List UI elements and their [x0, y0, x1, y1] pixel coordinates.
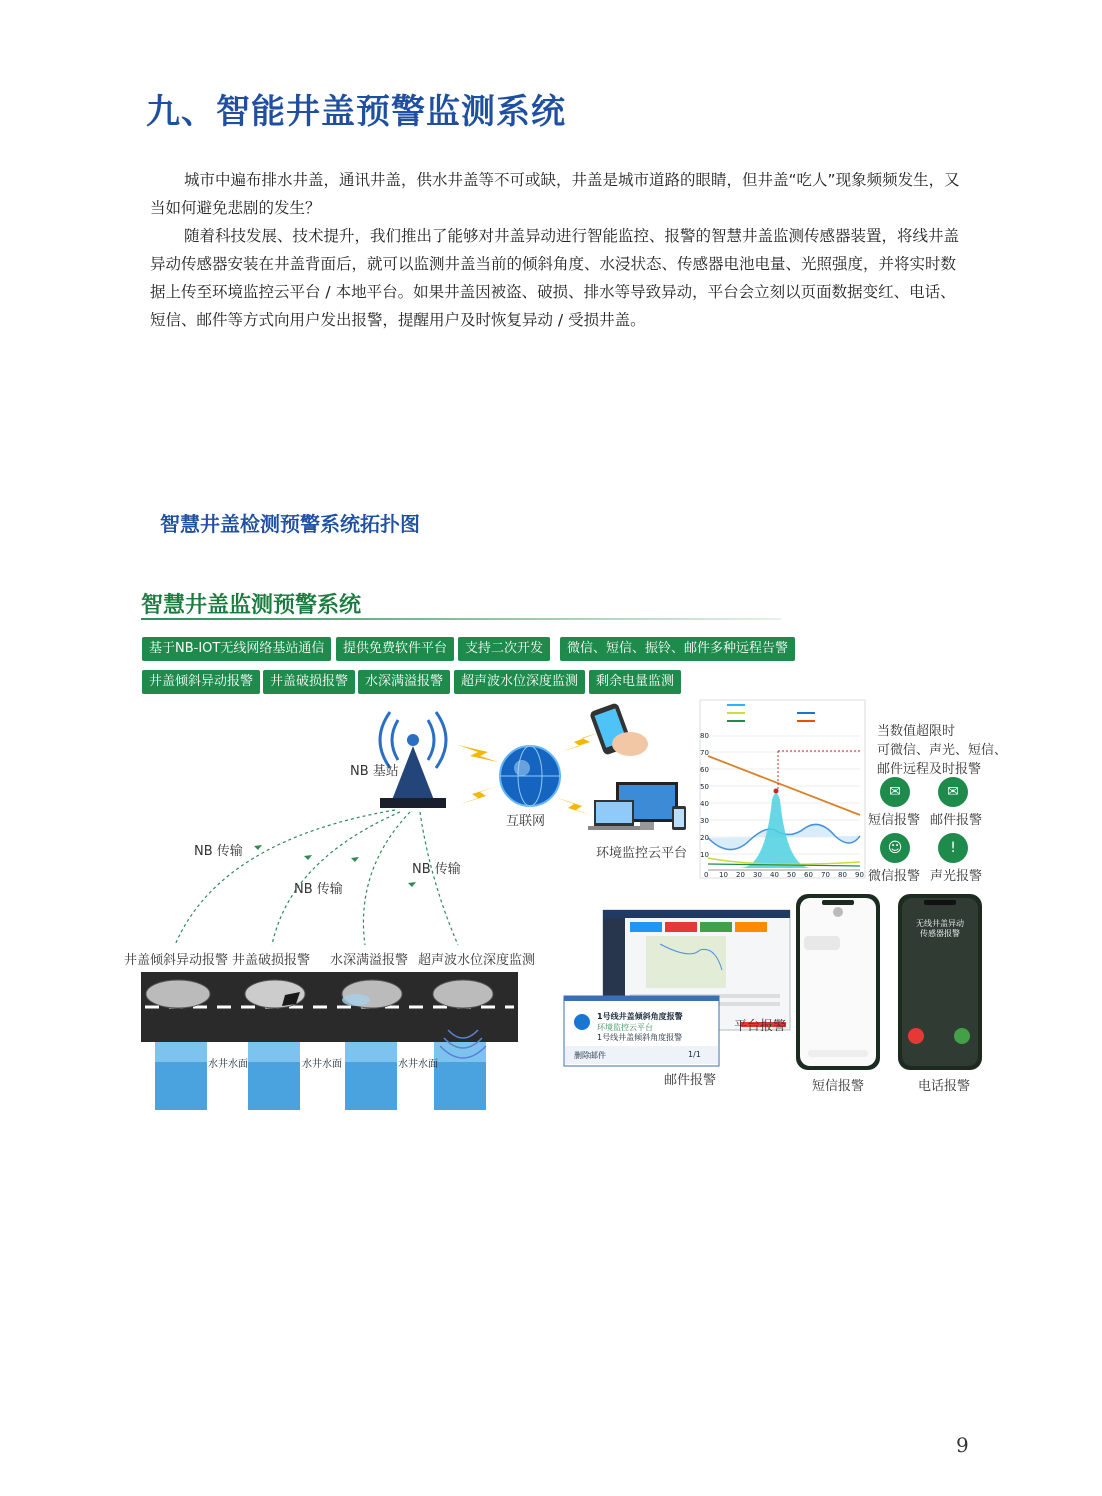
- chart-x-tick: 10: [719, 871, 728, 879]
- sensor-label-broken: 井盖破损报警: [232, 953, 311, 968]
- page-number: 9: [956, 1433, 969, 1457]
- feature-tag: 井盖倾斜异动报警: [142, 670, 260, 694]
- water-level-label: 水井水面: [302, 1059, 342, 1070]
- wechat-alert-icon: ☺: [880, 833, 910, 863]
- phone-screen-text: 无线井盖异动: [916, 919, 964, 928]
- chart-x-tick: 60: [804, 871, 813, 879]
- water-level-label: 水井水面: [398, 1059, 438, 1070]
- feature-tag: 基于NB-IOT无线网络基站通信: [142, 637, 331, 661]
- cloud-platform-label: 环境监控云平台: [596, 846, 688, 861]
- page-title: 九、智能井盖预警监测系统: [146, 92, 566, 132]
- devices-icon: [588, 782, 686, 830]
- email-popup-line: 1号线井盖倾斜角度报警: [597, 1033, 683, 1042]
- globe-icon: [500, 746, 560, 806]
- feature-tag: 支持二次开发: [458, 637, 550, 661]
- chart-y-tick: 10: [700, 851, 709, 859]
- feature-tag: 水深满溢报警: [358, 670, 450, 694]
- chart-x-tick: 30: [753, 871, 762, 879]
- feature-tag: 井盖破损报警: [263, 670, 355, 694]
- system-title: 智慧井盖监测预警系统: [141, 593, 362, 618]
- chart-x-tick: 50: [787, 871, 796, 879]
- feature-tag: 剩余电量监测: [589, 670, 681, 694]
- threshold-note-line: 当数值超限时: [877, 724, 956, 739]
- sensor-label-overflow: 水深满溢报警: [330, 953, 409, 968]
- chart-y-tick: 20: [700, 834, 709, 842]
- sms-alert-icon: ✉: [880, 777, 910, 807]
- figure-caption: 智慧井盖检测预警系统拓扑图: [160, 512, 420, 536]
- alert-label: 邮件报警: [930, 813, 983, 828]
- email-popup-delete: 删除邮件: [574, 1051, 606, 1060]
- sms-alert-label: 短信报警: [812, 1079, 865, 1094]
- sensor-label-ultrasonic: 超声波水位深度监测: [418, 953, 536, 968]
- chart-x-tick: 20: [736, 871, 745, 879]
- smartphone-icon: [589, 702, 648, 756]
- chart-y-tick: 30: [700, 817, 709, 825]
- phone-sms: [796, 894, 880, 1070]
- alert-label: 微信报警: [868, 869, 921, 884]
- threshold-note-line: 可微信、声光、短信、: [877, 743, 1008, 758]
- chart-y-tick: 40: [700, 800, 709, 808]
- nb-transmit-label: NB 传输: [194, 844, 243, 859]
- nb-transmit-label: NB 传输: [412, 862, 461, 877]
- siren-alert-icon: !: [938, 833, 968, 863]
- sensor-chart: [700, 700, 865, 878]
- email-popup-line: 环境监控云平台: [597, 1023, 653, 1032]
- chart-x-tick: 70: [821, 871, 830, 879]
- platform-alert-label: 平台报警: [734, 1019, 787, 1034]
- email-popup-title: 1号线井盖倾斜角度报警: [597, 1012, 683, 1021]
- email-popup-pager: 1/1: [688, 1050, 701, 1059]
- threshold-note-line: 邮件远程及时报警: [877, 762, 982, 777]
- alert-label: 短信报警: [868, 813, 921, 828]
- phone-screen-text: 传感器报警: [920, 929, 960, 938]
- internet-label: 互联网: [506, 814, 546, 829]
- chart-y-tick: 70: [700, 749, 709, 757]
- paragraph-intro: 城市中遍布排水井盖，通讯井盖，供水井盖等不可或缺，井盖是城市道路的眼睛，但井盖“吃人”现象频频发生，又当如何避免悲剧的发生？: [150, 171, 960, 217]
- water-wells: [155, 1042, 486, 1110]
- email-alert-icon: ✉: [938, 777, 968, 807]
- chart-x-tick: 0: [704, 871, 709, 879]
- phone-alert-label: 电话报警: [918, 1079, 971, 1094]
- chart-y-tick: 80: [700, 732, 709, 740]
- chart-y-tick: 60: [700, 766, 709, 774]
- paragraph-description: 随着科技发展、技术提升，我们推出了能够对井盖异动进行智能监控、报警的智慧井盖监测传感器装置，将线井盖异动传感器安装在井盖背面后，就可以监测井盖当前的倾斜角度、水浸状态、传感器电池电量、光照强度，并将实时数据上传至环境监控云平台 / 本地平台。如果井盖因被盗、破损、排水等导致异动，平台会立刻以页面数据变红、电话、短信、邮件等方式向用户发出报警，提醒用户及时恢复异动 / 受损井盖。: [150, 227, 960, 329]
- chart-y-tick: 50: [700, 783, 709, 791]
- nb-station-label: NB 基站: [350, 764, 399, 779]
- water-level-label: 水井水面: [208, 1059, 248, 1070]
- feature-tag: 提供免费软件平台: [336, 637, 454, 661]
- feature-tag: 微信、短信、振铃、邮件多种远程告警: [560, 637, 795, 661]
- email-alert-label: 邮件报警: [664, 1073, 717, 1088]
- feature-tag: 超声波水位深度监测: [454, 670, 585, 694]
- alert-label: 声光报警: [930, 869, 983, 884]
- sensor-label-tilt: 井盖倾斜异动报警: [124, 953, 229, 968]
- chart-x-tick: 80: [838, 871, 847, 879]
- chart-x-tick: 40: [770, 871, 779, 879]
- nb-transmit-label: NB 传输: [294, 882, 343, 897]
- chart-x-tick: 90: [855, 871, 864, 879]
